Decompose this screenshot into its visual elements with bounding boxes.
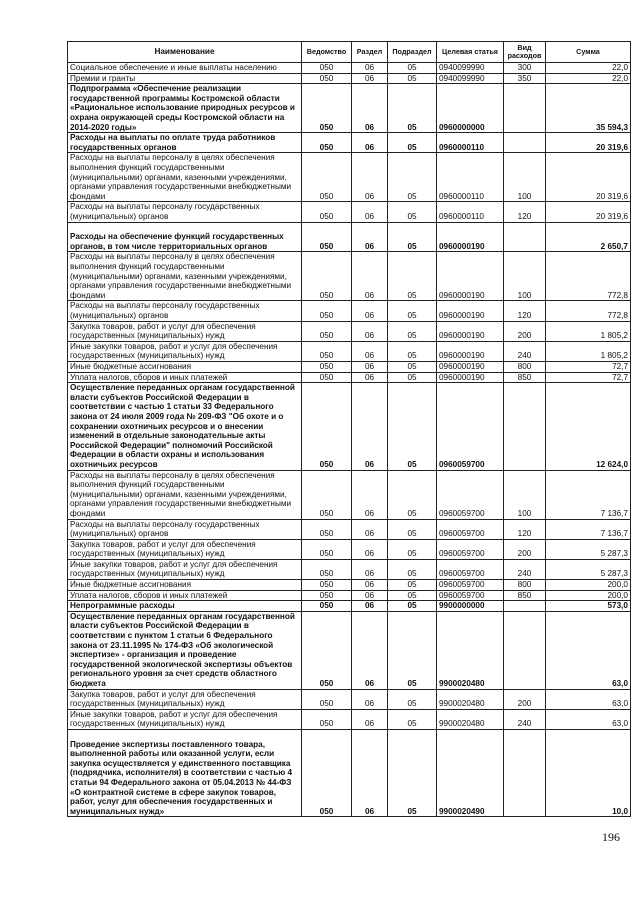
row-name: Расходы на обеспечение функций государственных органов, в том числе территориальных органов	[68, 222, 302, 252]
row-vid-rashodov: 100	[504, 252, 546, 301]
row-vid-rashodov: 240	[504, 709, 546, 729]
table-row	[68, 222, 631, 252]
row-vedomstvo: 050	[302, 133, 352, 153]
row-name: Иные закупки товаров, работ и услуг для обеспечения государственных (муниципальных) нужд	[68, 559, 302, 579]
row-celevaya-statya: 0960059700	[437, 470, 504, 519]
row-name: Проведение экспертизы поставленного товара, выполненной работы или оказанной услуги, если закупка осуществляется у единственного поставщика (подрядчика, исполнителя) в соответствии с частью 4 статьи 94 Федерального закона от 05.04.2013 № 44-ФЗ «О контрактной системе в сфере закупок товаров, работ, услуг для обеспечения государственных и муниципальных нужд»	[68, 730, 302, 817]
row-celevaya-statya: 9900020480	[437, 709, 504, 729]
table-body	[68, 63, 631, 817]
row-summa: 72,7	[546, 361, 631, 372]
row-razdel: 06	[352, 153, 388, 202]
row-name: Осуществление переданных органам государственной власти субъектов Российской Федерации в соответствии с пунктом 1 статьи 6 Федерального закона от 23.11.1995 № 174-ФЗ «Об экологической экспертизе» - организация и проведение государственной экологической экспертизы объектов регионального уровня за счет средств областного бюджета	[68, 611, 302, 689]
row-podrazdel: 05	[388, 383, 437, 470]
row-razdel: 06	[352, 341, 388, 361]
table-row	[68, 361, 631, 372]
row-podrazdel: 05	[388, 361, 437, 372]
row-razdel: 06	[352, 383, 388, 470]
row-vid-rashodov: 850	[504, 590, 546, 601]
row-podrazdel: 05	[388, 539, 437, 559]
budget-table	[67, 41, 631, 817]
row-razdel: 06	[352, 601, 388, 612]
row-razdel: 06	[352, 321, 388, 341]
row-podrazdel: 05	[388, 341, 437, 361]
row-razdel: 06	[352, 202, 388, 222]
row-vid-rashodov: 120	[504, 519, 546, 539]
row-razdel: 06	[352, 519, 388, 539]
row-celevaya-statya: 0960059700	[437, 559, 504, 579]
header-name: Наименование	[68, 42, 302, 63]
row-celevaya-statya: 0960000190	[437, 321, 504, 341]
row-razdel: 06	[352, 361, 388, 372]
row-celevaya-statya: 9900020490	[437, 730, 504, 817]
table-row	[68, 519, 631, 539]
row-vid-rashodov: 200	[504, 689, 546, 709]
row-vid-rashodov: 200	[504, 321, 546, 341]
table-row	[68, 539, 631, 559]
row-summa: 20 319,6	[546, 153, 631, 202]
row-vedomstvo: 050	[302, 519, 352, 539]
row-podrazdel: 05	[388, 252, 437, 301]
row-summa: 12 624,0	[546, 383, 631, 470]
table-row	[68, 341, 631, 361]
row-vedomstvo: 050	[302, 321, 352, 341]
row-podrazdel: 05	[388, 73, 437, 84]
row-razdel: 06	[352, 580, 388, 591]
row-celevaya-statya: 0960059700	[437, 519, 504, 539]
row-razdel: 06	[352, 559, 388, 579]
row-vid-rashodov: 120	[504, 202, 546, 222]
row-celevaya-statya: 9900000000	[437, 601, 504, 612]
row-razdel: 06	[352, 470, 388, 519]
row-podrazdel: 05	[388, 470, 437, 519]
row-celevaya-statya: 9900020480	[437, 689, 504, 709]
table-row	[68, 383, 631, 470]
row-summa: 22,0	[546, 73, 631, 84]
row-summa: 72,7	[546, 372, 631, 383]
row-name: Уплата налогов, сборов и иных платежей	[68, 590, 302, 601]
row-celevaya-statya: 9900020480	[437, 611, 504, 689]
row-vedomstvo: 050	[302, 611, 352, 689]
row-vid-rashodov	[504, 611, 546, 689]
row-podrazdel: 05	[388, 372, 437, 383]
table-row	[68, 63, 631, 74]
row-razdel: 06	[352, 252, 388, 301]
row-vid-rashodov: 240	[504, 559, 546, 579]
row-razdel: 06	[352, 301, 388, 321]
table-row	[68, 470, 631, 519]
row-podrazdel: 05	[388, 580, 437, 591]
row-podrazdel: 05	[388, 559, 437, 579]
row-vid-rashodov	[504, 133, 546, 153]
row-celevaya-statya: 0960000000	[437, 84, 504, 133]
row-summa: 20 319,6	[546, 202, 631, 222]
row-celevaya-statya: 0960000110	[437, 202, 504, 222]
row-vid-rashodov: 240	[504, 341, 546, 361]
row-razdel: 06	[352, 590, 388, 601]
row-summa: 200,0	[546, 590, 631, 601]
row-name: Иные закупки товаров, работ и услуг для обеспечения государственных (муниципальных) нужд	[68, 709, 302, 729]
row-razdel: 06	[352, 73, 388, 84]
row-summa: 7 136,7	[546, 519, 631, 539]
row-vedomstvo: 050	[302, 84, 352, 133]
table-row	[68, 321, 631, 341]
row-vedomstvo: 050	[302, 580, 352, 591]
header-razdel: Раздел	[352, 42, 388, 63]
row-name: Расходы на выплаты персоналу государственных (муниципальных) органов	[68, 301, 302, 321]
header-vid-rashodov: Вид расходов	[504, 42, 546, 63]
row-name: Непрограммные расходы	[68, 601, 302, 612]
row-summa: 20 319,6	[546, 133, 631, 153]
row-name: Расходы на выплаты персоналу государственных (муниципальных) органов	[68, 519, 302, 539]
row-vid-rashodov	[504, 84, 546, 133]
row-razdel: 06	[352, 709, 388, 729]
row-vid-rashodov: 120	[504, 301, 546, 321]
row-vedomstvo: 050	[302, 383, 352, 470]
row-vedomstvo: 050	[302, 222, 352, 252]
row-name: Уплата налогов, сборов и иных платежей	[68, 372, 302, 383]
table-row	[68, 601, 631, 612]
row-vid-rashodov: 800	[504, 580, 546, 591]
row-summa: 772,8	[546, 252, 631, 301]
row-celevaya-statya: 0960000190	[437, 341, 504, 361]
row-vid-rashodov: 200	[504, 539, 546, 559]
row-podrazdel: 05	[388, 590, 437, 601]
row-podrazdel: 05	[388, 84, 437, 133]
row-celevaya-statya: 0960059700	[437, 383, 504, 470]
table-row	[68, 73, 631, 84]
table-row	[68, 133, 631, 153]
row-vid-rashodov: 350	[504, 73, 546, 84]
row-summa: 63,0	[546, 611, 631, 689]
table-row	[68, 153, 631, 202]
row-celevaya-statya: 0940099990	[437, 73, 504, 84]
row-razdel: 06	[352, 84, 388, 133]
row-razdel: 06	[352, 63, 388, 74]
row-razdel: 06	[352, 689, 388, 709]
row-summa: 63,0	[546, 709, 631, 729]
row-razdel: 06	[352, 133, 388, 153]
row-celevaya-statya: 0960000110	[437, 153, 504, 202]
row-podrazdel: 05	[388, 301, 437, 321]
row-podrazdel: 05	[388, 730, 437, 817]
row-vid-rashodov	[504, 222, 546, 252]
row-name: Иные бюджетные ассигнования	[68, 361, 302, 372]
table-row	[68, 611, 631, 689]
row-vedomstvo: 050	[302, 202, 352, 222]
row-celevaya-statya: 0960000190	[437, 301, 504, 321]
row-podrazdel: 05	[388, 519, 437, 539]
row-razdel: 06	[352, 539, 388, 559]
row-vid-rashodov	[504, 383, 546, 470]
row-vedomstvo: 050	[302, 730, 352, 817]
table-row	[68, 372, 631, 383]
table-row	[68, 559, 631, 579]
row-name: Иные бюджетные ассигнования	[68, 580, 302, 591]
row-podrazdel: 05	[388, 611, 437, 689]
table-row	[68, 84, 631, 133]
row-name: Расходы на выплаты персоналу в целях обеспечения выполнения функций государственными (муниципальными) органами, казенными учреждениями, органами управления государственными внебюджетными фондами	[68, 252, 302, 301]
row-razdel: 06	[352, 372, 388, 383]
row-vid-rashodov	[504, 601, 546, 612]
header-summa: Сумма	[546, 42, 631, 63]
row-vedomstvo: 050	[302, 709, 352, 729]
row-name: Расходы на выплаты по оплате труда работников государственных органов	[68, 133, 302, 153]
row-summa: 10,0	[546, 730, 631, 817]
row-summa: 1 805,2	[546, 341, 631, 361]
table-row	[68, 252, 631, 301]
row-vedomstvo: 050	[302, 361, 352, 372]
header-podrazdel: Подраздел	[388, 42, 437, 63]
row-vedomstvo: 050	[302, 689, 352, 709]
table-row	[68, 590, 631, 601]
row-vedomstvo: 050	[302, 153, 352, 202]
row-vedomstvo: 050	[302, 539, 352, 559]
row-name: Расходы на выплаты персоналу государственных (муниципальных) органов	[68, 202, 302, 222]
row-summa: 573,0	[546, 601, 631, 612]
row-vid-rashodov: 100	[504, 153, 546, 202]
row-vid-rashodov	[504, 730, 546, 817]
row-podrazdel: 05	[388, 321, 437, 341]
row-name: Закупка товаров, работ и услуг для обеспечения государственных (муниципальных) нужд	[68, 321, 302, 341]
row-razdel: 06	[352, 611, 388, 689]
row-name: Закупка товаров, работ и услуг для обеспечения государственных (муниципальных) нужд	[68, 689, 302, 709]
row-summa: 5 287,3	[546, 539, 631, 559]
row-podrazdel: 05	[388, 222, 437, 252]
row-name: Закупка товаров, работ и услуг для обеспечения государственных (муниципальных) нужд	[68, 539, 302, 559]
row-celevaya-statya: 0960059700	[437, 580, 504, 591]
row-name: Социальное обеспечение и иные выплаты населению	[68, 63, 302, 74]
row-name: Подпрограмма «Обеспечение реализации государственной программы Костромской области «Рациональное использование природных ресурсов и охрана окружающей среды Костромской области на 2014-2020 годы»	[68, 84, 302, 133]
row-podrazdel: 05	[388, 63, 437, 74]
row-summa: 5 287,3	[546, 559, 631, 579]
row-name: Премии и гранты	[68, 73, 302, 84]
page-number: 196	[602, 830, 620, 844]
row-podrazdel: 05	[388, 689, 437, 709]
row-vedomstvo: 050	[302, 341, 352, 361]
row-razdel: 06	[352, 730, 388, 817]
row-vedomstvo: 050	[302, 372, 352, 383]
row-vid-rashodov: 100	[504, 470, 546, 519]
row-summa: 772,8	[546, 301, 631, 321]
row-vid-rashodov: 850	[504, 372, 546, 383]
row-celevaya-statya: 0960059700	[437, 539, 504, 559]
row-name: Иные закупки товаров, работ и услуг для обеспечения государственных (муниципальных) нужд	[68, 341, 302, 361]
row-podrazdel: 05	[388, 202, 437, 222]
row-name: Расходы на выплаты персоналу в целях обеспечения выполнения функций государственными (муниципальными) органами, казенными учреждениями, органами управления государственными внебюджетными фондами	[68, 470, 302, 519]
row-vedomstvo: 050	[302, 73, 352, 84]
header-row	[68, 42, 631, 63]
row-celevaya-statya: 0960000190	[437, 361, 504, 372]
row-podrazdel: 05	[388, 709, 437, 729]
row-summa: 63,0	[546, 689, 631, 709]
table-row	[68, 301, 631, 321]
row-vid-rashodov: 800	[504, 361, 546, 372]
row-summa: 1 805,2	[546, 321, 631, 341]
row-podrazdel: 05	[388, 153, 437, 202]
table-row	[68, 689, 631, 709]
header-vedomstvo: Ведомство	[302, 42, 352, 63]
row-vedomstvo: 050	[302, 63, 352, 74]
row-celevaya-statya: 0960000190	[437, 222, 504, 252]
row-celevaya-statya: 0960000190	[437, 372, 504, 383]
table-row	[68, 709, 631, 729]
row-vedomstvo: 050	[302, 301, 352, 321]
row-summa: 2 650,7	[546, 222, 631, 252]
row-celevaya-statya: 0960000110	[437, 133, 504, 153]
table-row	[68, 580, 631, 591]
row-summa: 22,0	[546, 63, 631, 74]
row-vedomstvo: 050	[302, 590, 352, 601]
row-celevaya-statya: 0940099990	[437, 63, 504, 74]
row-summa: 7 136,7	[546, 470, 631, 519]
row-name: Расходы на выплаты персоналу в целях обеспечения выполнения функций государственными (муниципальными) органами, казенными учреждениями, органами управления государственными внебюджетными фондами	[68, 153, 302, 202]
row-summa: 35 594,3	[546, 84, 631, 133]
row-vid-rashodov: 300	[504, 63, 546, 74]
row-celevaya-statya: 0960059700	[437, 590, 504, 601]
table-row	[68, 730, 631, 817]
row-podrazdel: 05	[388, 133, 437, 153]
row-vedomstvo: 050	[302, 252, 352, 301]
row-razdel: 06	[352, 222, 388, 252]
row-name: Осуществление переданных органам государственной власти субъектов Российской Федерации в соответствии с частью 1 статьи 33 Федерального закона от 24 июля 2009 года № 209-ФЗ "Об охоте и о сохранении охотничьих ресурсов и о внесении изменений в отдельные законодательные акты Российской Федерации" полномочий Российской Федерации в области охраны и использования охотничьих ресурсов	[68, 383, 302, 470]
row-celevaya-statya: 0960000190	[437, 252, 504, 301]
header-celevaya-statya: Целевая статья	[437, 42, 504, 63]
row-podrazdel: 05	[388, 601, 437, 612]
row-summa: 200,0	[546, 580, 631, 591]
row-vedomstvo: 050	[302, 559, 352, 579]
table-row	[68, 202, 631, 222]
row-vedomstvo: 050	[302, 470, 352, 519]
row-vedomstvo: 050	[302, 601, 352, 612]
